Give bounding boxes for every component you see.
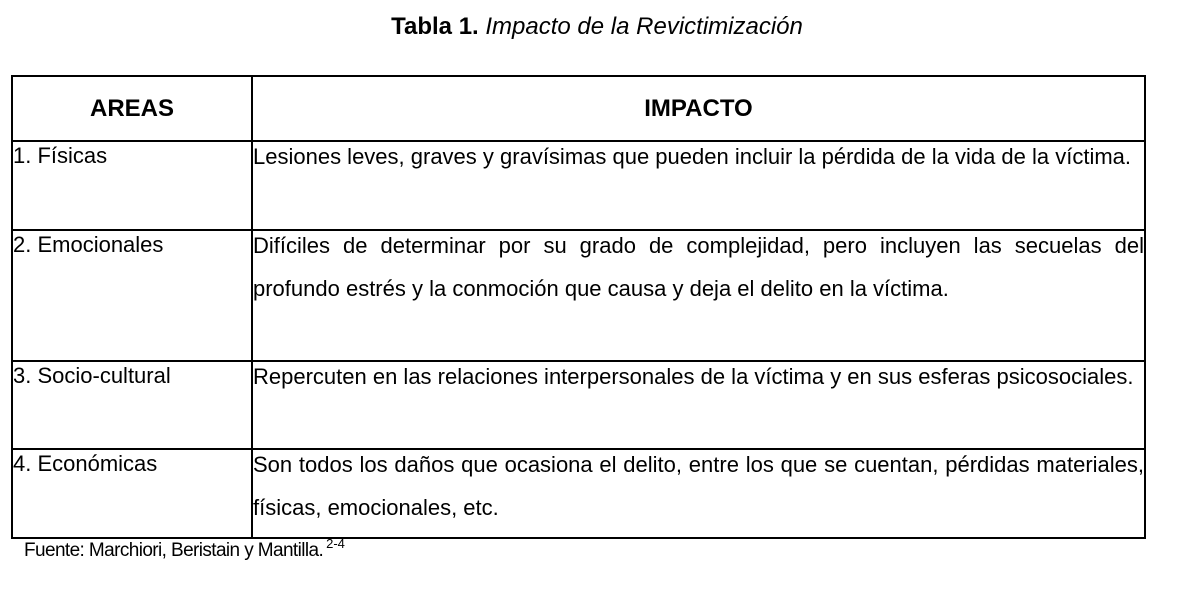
impact-cell (252, 361, 1145, 449)
table-row (12, 230, 1145, 361)
source-text: Fuente: Marchiori, Beristain y Mantilla. (24, 540, 324, 561)
table-row (12, 449, 1145, 538)
area-cell: 4. Económicas (12, 449, 252, 538)
table-row (12, 141, 1145, 230)
source-reference: 2-4 (326, 536, 345, 551)
revictimization-impact-table (11, 75, 1146, 539)
area-cell: 1. Físicas (12, 141, 252, 230)
table-row (12, 361, 1145, 449)
impact-text: Repercuten en las relaciones interpersonales de la víctima y en sus esferas psicosociales. (253, 364, 1134, 389)
impact-text: Difíciles de determinar por su grado de complejidad, pero incluyen las secuelas del profundo estrés y la conmoción que causa y deja el delito en la víctima. (253, 233, 1144, 301)
impact-text: Son todos los daños que ocasiona el delito, entre los que se cuentan, pérdidas materiales, físicas, emocionales, etc. (253, 452, 1144, 520)
table-caption (0, 12, 1194, 42)
area-cell: 2. Emocionales (12, 230, 252, 361)
source-note (24, 536, 345, 562)
table-caption-label: Tabla 1. (391, 13, 479, 40)
impact-cell (252, 141, 1145, 230)
column-header-impact: IMPACTO (252, 76, 1145, 141)
impact-cell (252, 230, 1145, 361)
impact-cell (252, 449, 1145, 538)
impact-text: Lesiones leves, graves y gravísimas que pueden incluir la pérdida de la vida de la víctima. (253, 144, 1132, 169)
table-caption-title: Impacto de la Revictimización (485, 13, 803, 40)
area-cell: 3. Socio-cultural (12, 361, 252, 449)
table-header-row (12, 76, 1145, 141)
column-header-areas: AREAS (12, 76, 252, 141)
